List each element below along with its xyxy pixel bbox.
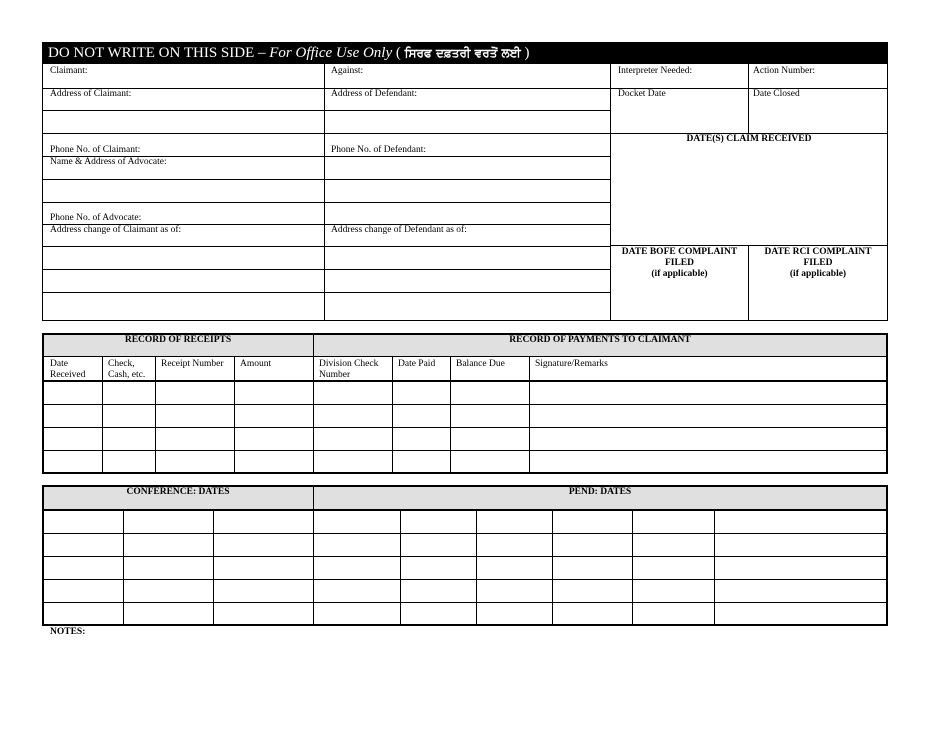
bofe-line-1: DATE BOFE COMPLAINT [621,247,738,257]
date-bofe-complaint-label [611,247,748,280]
header-punjabi-text: ਸਿਰਫ ਦਫ਼ਤਰੀ ਵਰਤੋਂ ਲਈ [404,46,521,60]
rci-line-1: DATE RCI COMPLAINT [764,247,872,257]
dates-claim-received-label: DATE(S) CLAIM RECEIVED [686,134,812,144]
pend-dates-title: PEND: DATES [568,487,632,497]
header-main-text: DO NOT WRITE ON THIS SIDE – [48,45,270,61]
name-address-advocate-label: Name & Address of Advocate: [50,157,167,167]
col-date-received: Date Received [50,359,86,380]
docket-date-label: Docket Date [618,89,666,99]
date-rci-complaint-label [749,247,887,280]
address-change-claimant-label: Address change of Claimant as of: [50,225,182,235]
header-paren-open: ( [392,45,405,61]
rci-line-3: (if applicable) [789,269,847,279]
interpreter-needed-label: Interpreter Needed: [618,66,693,76]
record-of-receipts-title: RECORD OF RECEIPTS [124,335,232,345]
phone-of-advocate-label: Phone No. of Advocate: [50,213,142,223]
address-of-defendant-label: Address of Defendant: [331,89,418,99]
address-of-claimant-label: Address of Claimant: [50,89,132,99]
date-closed-label: Date Closed [753,89,800,99]
bofe-line-2: FILED [664,258,695,268]
phone-of-claimant-label: Phone No. of Claimant: [50,145,141,155]
bofe-line-3: (if applicable) [651,269,708,279]
address-change-defendant-label: Address change of Defendant as of: [331,225,467,235]
rci-line-2: FILED [803,258,833,268]
header-paren-close: ) [520,45,530,61]
col-signature-remarks: Signature/Remarks [535,359,608,369]
claimant-label: Claimant: [50,66,88,76]
record-of-payments-title: RECORD OF PAYMENTS TO CLAIMANT [509,335,691,345]
notes-label: NOTES: [50,627,86,637]
action-number-label: Action Number: [753,66,816,76]
conference-dates-title: CONFERENCE: DATES [126,487,230,497]
header-office-text: For Office Use Only [269,45,393,61]
col-check-cash: Check, Cash, etc. [108,359,146,380]
col-balance-due: Balance Due [456,359,505,369]
col-date-paid: Date Paid [398,359,436,369]
phone-of-defendant-label: Phone No. of Defendant: [331,145,426,155]
col-receipt-number: Receipt Number [161,359,224,369]
col-division-check-number: Division Check Number [319,359,379,380]
col-amount: Amount [240,359,272,369]
against-label: Against: [331,66,364,76]
office-use-header [42,42,888,64]
